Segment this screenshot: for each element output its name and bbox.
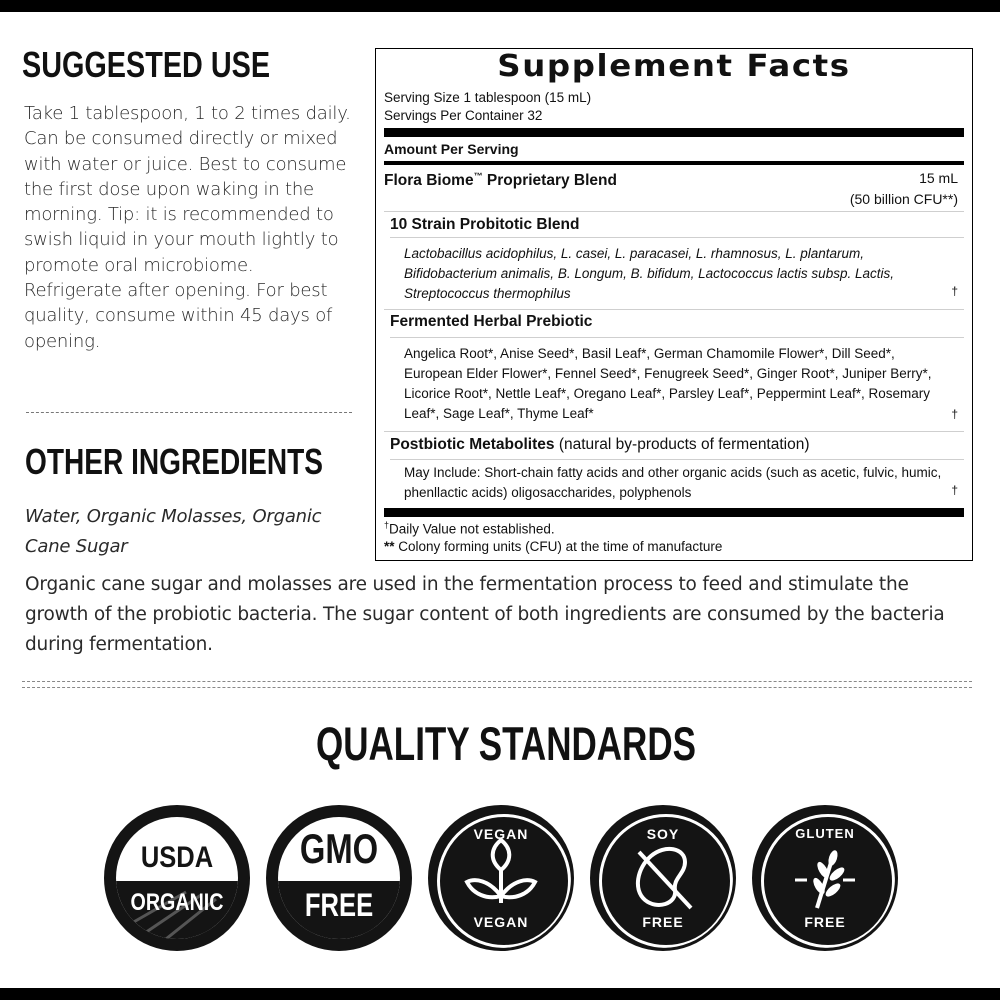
prebiotic-title: Fermented Herbal Prebiotic — [390, 313, 593, 330]
section-divider — [22, 681, 972, 682]
suggested-use-heading: SUGGESTED USE — [22, 44, 271, 85]
section-divider — [22, 687, 972, 688]
thick-rule — [384, 508, 964, 517]
footnote-daily-value: †Daily Value not established. — [384, 520, 555, 537]
dagger-mark: † — [951, 407, 958, 421]
row-divider — [384, 309, 964, 310]
row-divider — [390, 459, 964, 460]
row-divider — [384, 211, 964, 212]
sugar-note: Organic cane sugar and molasses are used in the fermentation process to feed and stimulate the growth of the probiotic bacteria. The sugar content of both ingredients are consumed by the bacteria during fermentation. — [25, 574, 945, 655]
usda-field-stripes — [116, 817, 238, 939]
probiotic-title: 10 Strain Probitotic Blend — [390, 216, 580, 233]
blend-label: Flora Biome™ Proprietary Blend — [384, 171, 617, 190]
usda-organic-seal — [104, 805, 250, 951]
row-divider — [390, 237, 964, 238]
facts-title: Supplement Facts — [497, 49, 851, 84]
gmo-free-seal — [266, 805, 412, 951]
amount-per-serving: Amount Per Serving — [384, 141, 519, 157]
gluten-free-seal — [752, 805, 898, 951]
medium-rule — [384, 161, 964, 165]
row-divider — [384, 431, 964, 432]
gluten-free-text: FREE — [804, 914, 846, 930]
blend-amount: 15 mL — [919, 170, 958, 186]
suggested-use-text: Take 1 tablespoon, 1 to 2 times daily. Can be consumed directly or mixed with water or juice. Best to consume the first dose upon waking in the morning. Tip: it is recommended to swish liquid in your mouth lightly to promote oral microbiome. Refrigerate after opening. For best quality, consume within 45 days of opening. — [24, 103, 351, 352]
postbiotic-list: May Include: Short-chain fatty acids and other organic acids (such as acetic, fulvic, humic, phenllactic acids) oligosaccharides, polyphenols — [404, 465, 942, 500]
organic-text: ORGANIC — [130, 889, 224, 916]
thick-rule — [384, 128, 964, 137]
soy-free-text: FREE — [642, 914, 684, 930]
usda-text: USDA — [140, 841, 214, 874]
vegan-top-text: VEGAN — [473, 826, 529, 842]
free-text: FREE — [304, 887, 374, 923]
prebiotic-list: Angelica Root*, Anise Seed*, Basil Leaf*, German Chamomile Flower*, Dill Seed*, European Elder Flower*, Fennel Seed*, Fenugreek Seed*, Ginger Root*, Juniper Berry*, Licorice Root*, Nettle Leaf*, Oregano Leaf*, Parsley Leaf*, Peppermint Leaf*, Rosemary Leaf*, Sage Leaf*, Thyme Leaf* — [404, 346, 932, 421]
servings-per-container: Servings Per Container 32 — [384, 108, 543, 123]
probiotic-list: Lactobacillus acidophilus, L. casei, L. paracasei, L. rhamnosus, L. plantarum, Bifidobacterium animalis, B. Longum, B. bifidum, Lactococcus lactis subsp. Lactis, Streptococcus thermophilus — [404, 246, 894, 301]
row-divider — [390, 337, 964, 338]
top-border — [0, 0, 1000, 12]
quality-standards-heading: QUALITY STANDARDS — [316, 717, 696, 770]
soy-text: SOY — [646, 826, 680, 842]
postbiotic-label: Postbiotic Metabolites (natural by-products of fermentation) — [390, 436, 810, 453]
blend-cfu: (50 billion CFU**) — [849, 191, 958, 207]
other-ingredients-text: Water, Organic Molasses, Organic Cane Sugar — [25, 506, 322, 557]
vegan-bottom-text: VEGAN — [473, 914, 529, 930]
dagger-mark: † — [951, 284, 958, 298]
gmo-text: GMO — [299, 825, 379, 872]
soy-free-seal — [590, 805, 736, 951]
dagger-mark: † — [951, 483, 958, 497]
gluten-text: GLUTEN — [795, 826, 855, 841]
other-ingredients-heading: OTHER INGREDIENTS — [25, 441, 323, 482]
bottom-border — [0, 988, 1000, 1000]
supplement-facts-panel — [375, 48, 973, 561]
serving-size: Serving Size 1 tablespoon (15 mL) — [384, 90, 592, 105]
vegan-seal — [428, 805, 574, 951]
section-divider — [26, 412, 352, 413]
footnote-cfu: ** Colony forming units (CFU) at the time of manufacture — [384, 539, 723, 554]
